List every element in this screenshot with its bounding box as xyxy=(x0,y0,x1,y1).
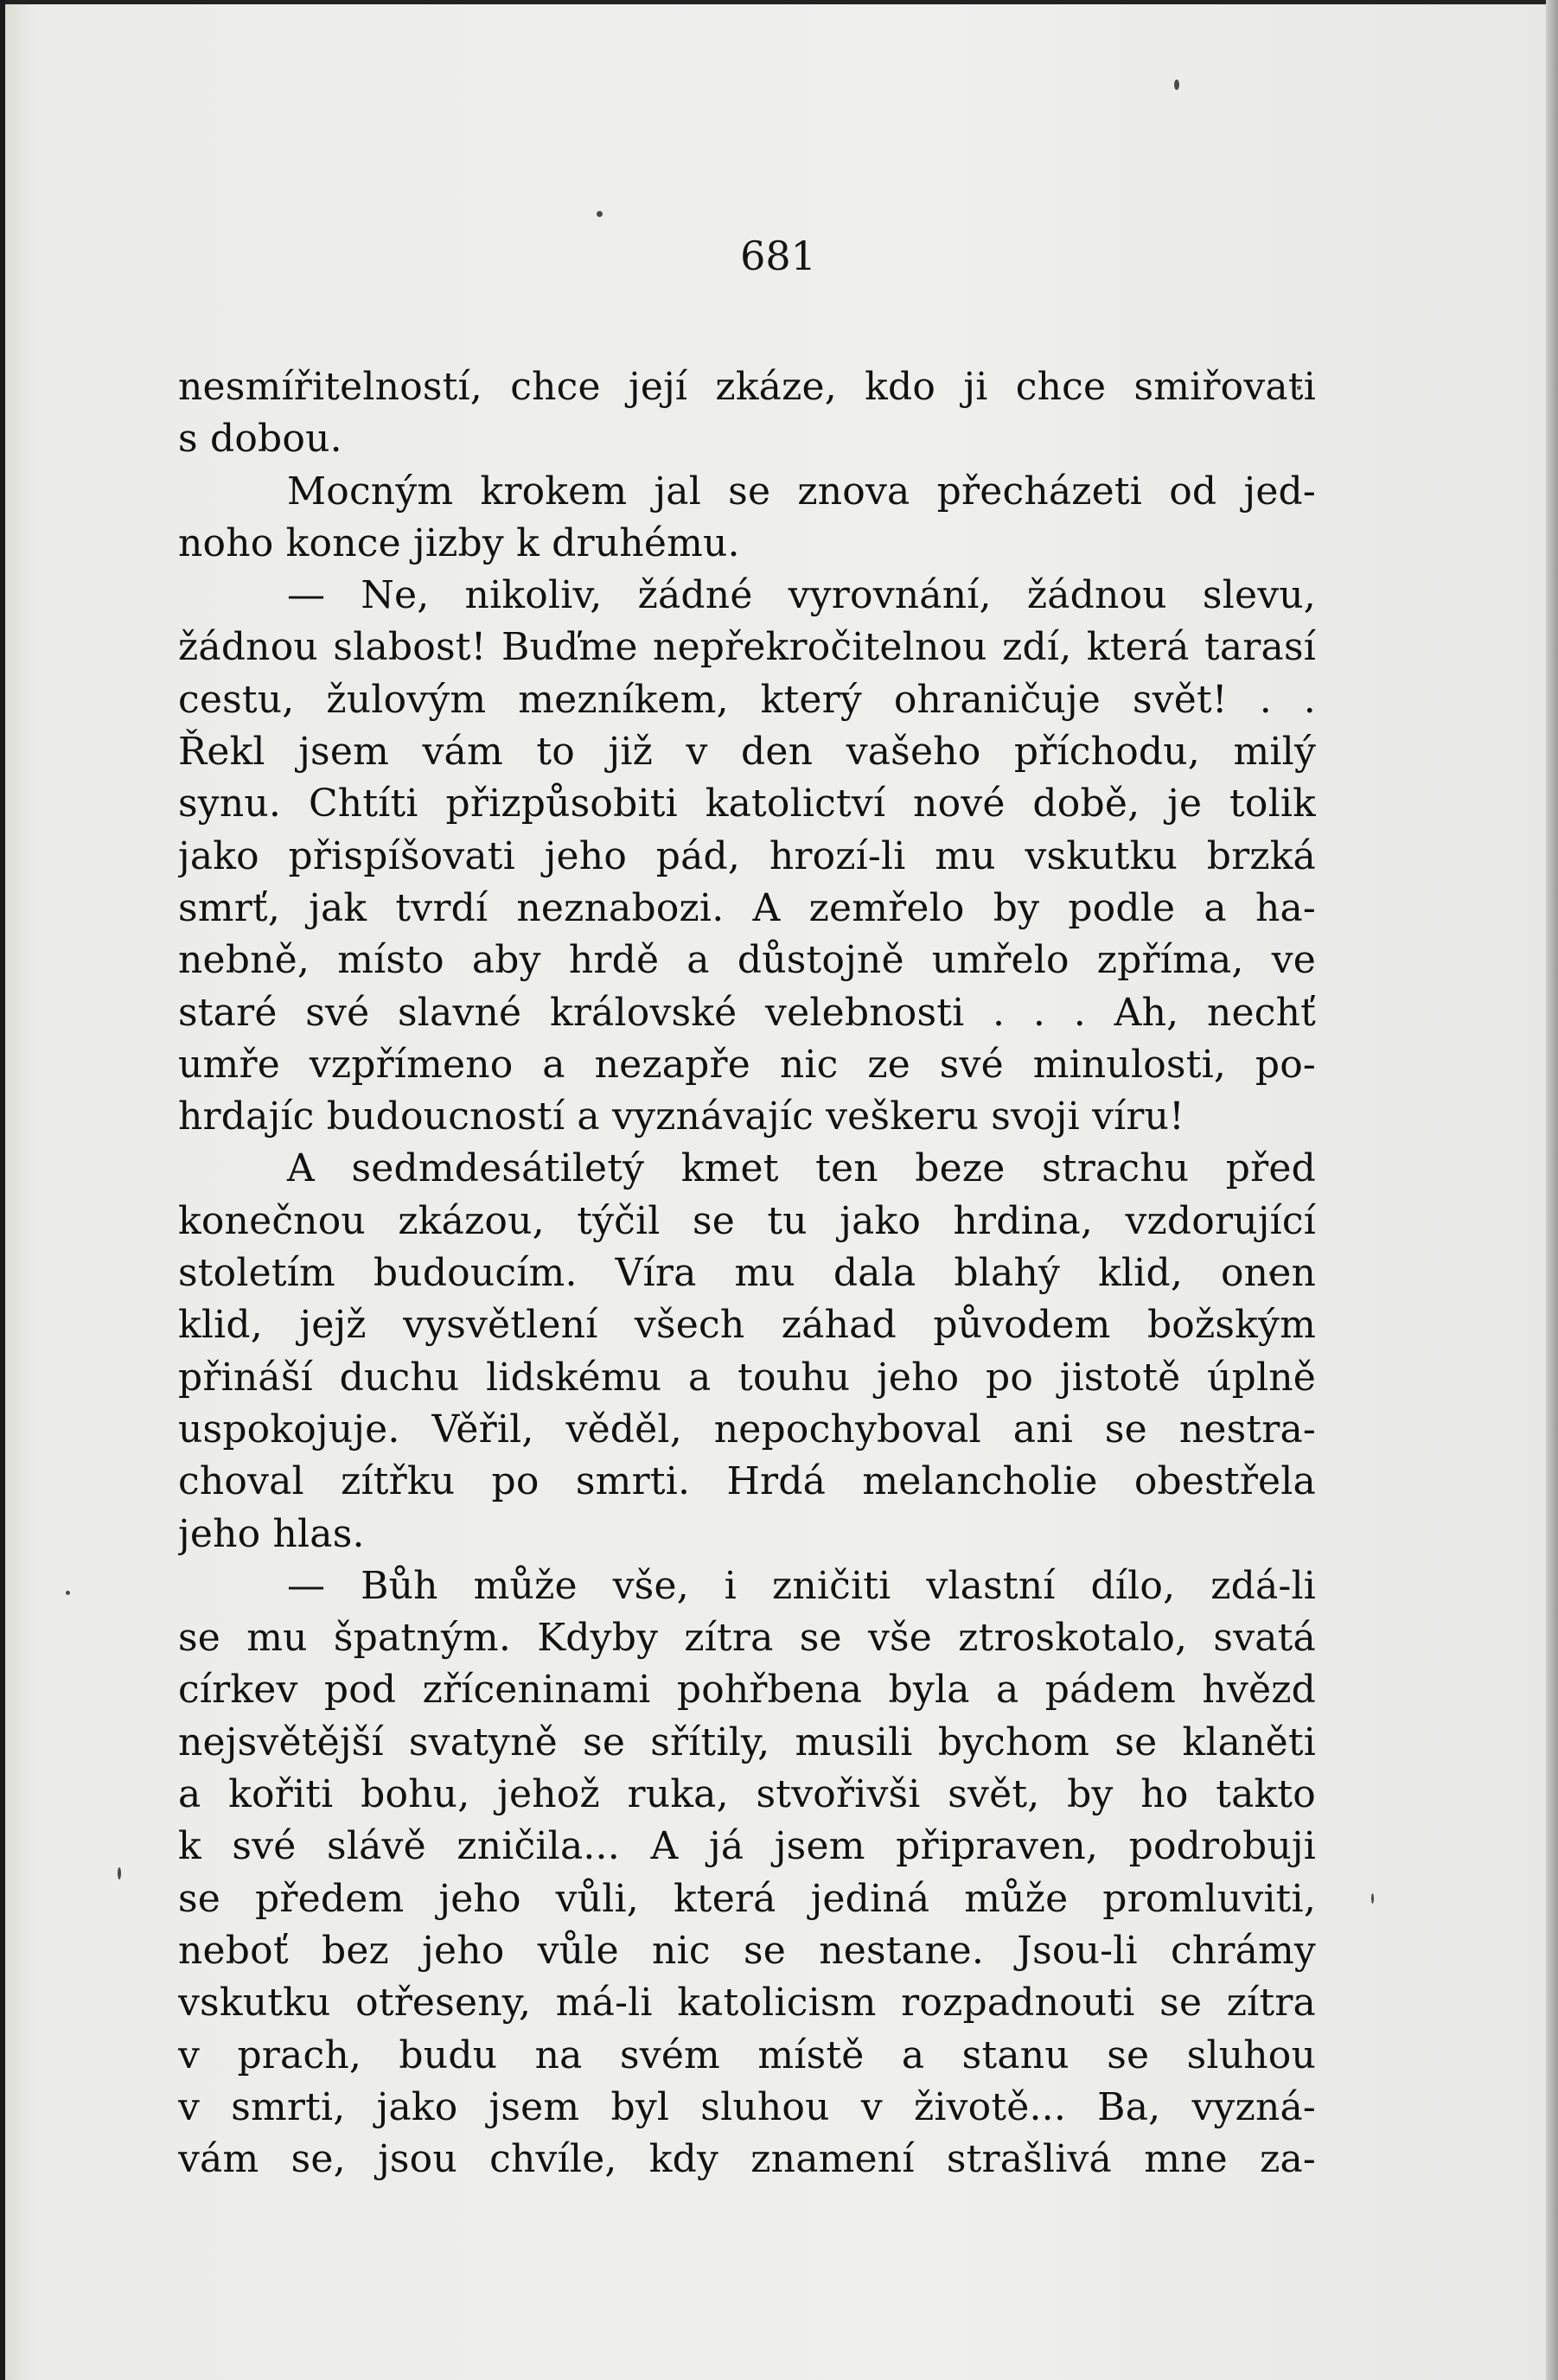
text-line: synu. Chtíti přizpůsobiti katolictví nové době, je tolik xyxy=(178,782,1316,826)
text-line: klid, jejž vysvětlení všech záhad původem božským xyxy=(178,1303,1316,1348)
text-line: staré své slavné královské velebnosti . . . Ah, nechť xyxy=(178,990,1316,1035)
text-line: jako přispíšovati jeho pád, hrozí-li mu vskutku brzká xyxy=(178,833,1316,878)
scan-speck xyxy=(66,1591,70,1595)
scan-edge-left xyxy=(0,0,5,2380)
text-line: nejsvětější svatyně se sřítily, musili bychom se klaněti xyxy=(178,1720,1316,1764)
text-line: se mu špatným. Kdyby zítra se vše ztroskotalo, svatá xyxy=(178,1616,1316,1661)
scan-edge-right xyxy=(1546,0,1558,2380)
scan-speck xyxy=(1174,80,1179,90)
text-line: uspokojuje. Věřil, věděl, nepochyboval ani se nestra- xyxy=(178,1407,1316,1452)
text-line: žádnou slabost! Buďme nepřekročitelnou zdí, která tarasí xyxy=(178,625,1316,670)
text-line: noho konce jizby k druhému. xyxy=(178,520,740,565)
body-text xyxy=(178,361,1316,2185)
paragraph-first-line: — Ne, nikoliv, žádné vyrovnání, žádnou slevu, xyxy=(287,573,1316,618)
text-line: neboť bez jeho vůle nic se nestane. Jsou-li chrámy xyxy=(178,1928,1316,1973)
scan-speck xyxy=(597,211,603,217)
text-line: hrdajíc budoucností a vyznávajíc veškeru svoji víru! xyxy=(178,1094,1185,1139)
paragraph-first-line: A sedmdesátiletý kmet ten beze strachu před xyxy=(287,1146,1316,1191)
text-line: konečnou zkázou, týčil se tu jako hrdina, vzdorující xyxy=(178,1198,1316,1243)
text-line: jeho hlas. xyxy=(178,1511,365,1556)
text-line: smrť, jak tvrdí neznabozi. A zemřelo by podle a ha- xyxy=(178,885,1316,930)
text-line: cestu, žulovým mezníkem, který ohraničuje svět! . . xyxy=(178,677,1316,722)
text-line: vám se, jsou chvíle, kdy znamení strašlivá mne za- xyxy=(178,2137,1316,2182)
scan-edge-top xyxy=(0,0,1558,4)
text-line: vskutku otřeseny, má-li katolicism rozpadnouti se zítra xyxy=(178,1981,1316,2026)
text-line: stoletím budoucím. Víra mu dala blahý klid, onen xyxy=(178,1251,1316,1296)
text-line: a kořiti bohu, jehož ruka, stvořivši svět, by ho takto xyxy=(178,1772,1316,1817)
text-line: v smrti, jako jsem byl sluhou v životě... Ba, vyzná- xyxy=(178,2084,1316,2129)
text-line: s dobou. xyxy=(178,417,342,462)
text-line: v prach, budu na svém místě a stanu se sluhou xyxy=(178,2032,1316,2077)
paragraph-first-line: Mocným krokem jal se znova přecházeti od jed- xyxy=(287,469,1316,514)
text-line: církev pod zříceninami pohřbena byla a pádem hvězd xyxy=(178,1668,1316,1713)
text-line: umře vzpřímeno a nezapře nic ze své minulosti, po- xyxy=(178,1042,1316,1087)
text-line: Řekl jsem vám to již v den vašeho příchodu, milý xyxy=(178,730,1316,775)
text-line: nesmířitelností, chce její zkáze, kdo ji chce smiřovati xyxy=(178,365,1316,409)
text-line: nebně, místo aby hrdě a důstojně umřelo zpříma, ve xyxy=(178,938,1316,983)
text-line: k své slávě zničila... A já jsem připraven, podrobuji xyxy=(178,1824,1316,1869)
text-line: přináší duchu lidskému a touhu jeho po jistotě úplně xyxy=(178,1355,1316,1400)
paragraph-first-line: — Bůh může vše, i zničiti vlastní dílo, zdá-li xyxy=(287,1563,1316,1608)
text-line: se předem jeho vůli, která jediná může promluviti, xyxy=(178,1876,1316,1921)
scan-speck xyxy=(118,1867,121,1879)
text-line: choval zítřku po smrti. Hrdá melancholie obestřela xyxy=(178,1459,1316,1504)
page-number: 681 xyxy=(740,233,816,279)
scan-speck xyxy=(1371,1893,1374,1904)
